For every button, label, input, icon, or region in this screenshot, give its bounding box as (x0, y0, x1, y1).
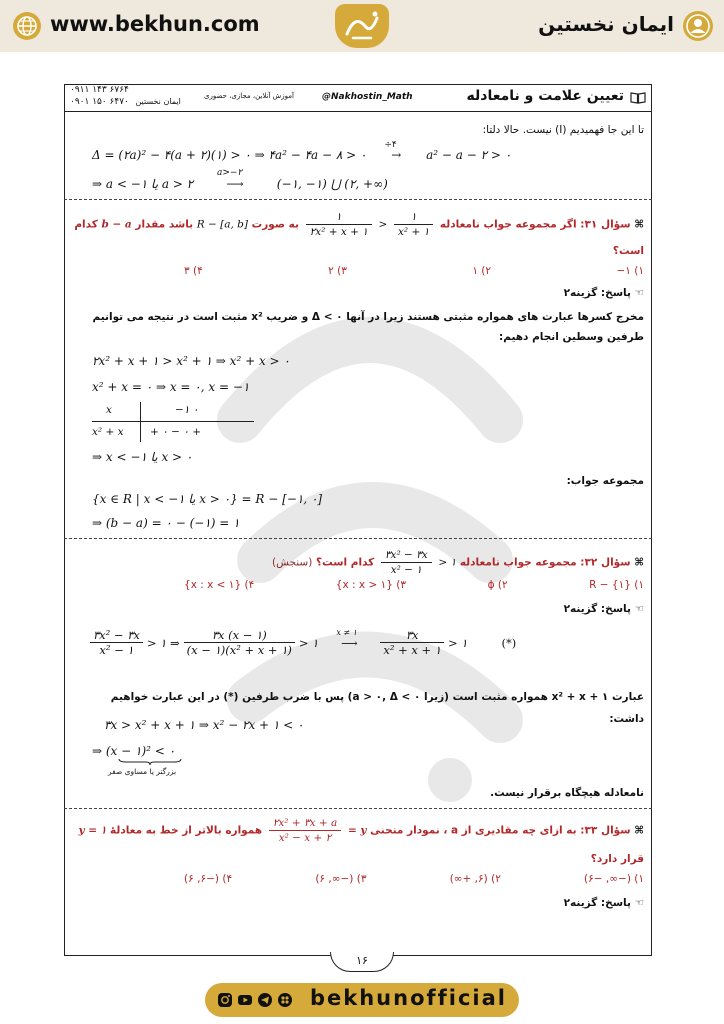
q31-frac1-den: x² + ۱ (398, 226, 430, 238)
q31-option-3[interactable]: ۳) ۲ (328, 265, 347, 277)
q32-chain-rel3: > ۱ (448, 635, 468, 650)
divider (64, 808, 652, 809)
q32-exp-line1: عبارت x² + x + ۱ همواره مثبت است (زیرا a > ۰, Δ < ۰) پس با ضرب طرفین (*) در این عبارت خواهیم (110, 691, 644, 703)
q32-chain-tag: (*) (501, 635, 517, 650)
intro-eq1-end: a² − a − ۲ > ۰ (426, 148, 512, 162)
q33-statement (79, 816, 644, 845)
q33-answer-text: پاسخ: گزینه۲ (563, 897, 631, 909)
q31-frac1-num: ۱ (394, 210, 433, 225)
page-header (64, 84, 652, 112)
q32-text-b: کدام است؟ (315, 556, 375, 569)
q32-answer (564, 602, 644, 616)
q31-text-b: به صورت (251, 218, 299, 231)
phone-1: ۰۹۱۱ ۱۴۳ ۶۷۶۴ (70, 85, 129, 95)
q33-frac-lhs: y = (347, 824, 367, 837)
q33-option-3[interactable]: ۳) (−∞, ۶) (315, 873, 367, 885)
q33-text-c: y = ۱ (78, 824, 107, 837)
q33-answer (564, 896, 644, 910)
q33-frac-den: x² − x + ۲ (278, 832, 332, 844)
q32-frac-den: x² − ۱ (390, 564, 422, 576)
q31-set-label: مجموعه جواب: (566, 475, 644, 487)
q31-statement (74, 210, 644, 239)
q31-exp-line1: مخرج کسرها عبارت های همواره مثبتی هستند زیرا در آنها ۰ > Δ و ضریب x² مثبت است در نتیجه می توانیم (92, 311, 644, 323)
q32-options (184, 578, 644, 592)
sign-table-vline (140, 402, 141, 442)
q31-table-x: x (106, 404, 112, 416)
q31-options (184, 264, 644, 278)
q31-frac2-num: ۱ (306, 210, 372, 225)
q32-text-a: مجموعه جواب نامعادله (459, 556, 577, 569)
q31-text-a: اگر مجموعه جواب نامعادله (439, 218, 577, 231)
q31-text-f: کدام (74, 218, 98, 231)
q31-option-2[interactable]: ۲) ۱ (472, 265, 492, 277)
q32-option-1[interactable]: ۱) R − {۱} (589, 579, 644, 591)
q32-chain-a-den: x² − ۱ (99, 643, 134, 657)
website-link[interactable]: www.bekhun.com (50, 12, 260, 36)
q32-chain-rel2: > ۱ (298, 635, 319, 650)
divider (64, 199, 652, 200)
q32-exp-line2: داشت: (609, 713, 644, 725)
intro-eq2-end: (−۱, −۱) ⋃ (۲, +∞) (276, 177, 388, 191)
q32-frac (381, 548, 432, 577)
q33-option-4[interactable]: ۴) (−۶, ۶) (184, 873, 233, 885)
q33-label: سؤال ۳۳: (580, 824, 631, 837)
q32-chain (90, 628, 516, 657)
command-icon: ⌘ (634, 824, 644, 837)
q32-chain-b-num: ۳x (x − ۱) (184, 628, 295, 643)
intro-eq1 (92, 140, 512, 162)
intro-eq2 (92, 168, 388, 191)
q32-option-3[interactable]: ۳) {x : x > ۱} (335, 579, 406, 591)
brand-logo-icon (335, 4, 389, 48)
q32-chain-arrow: x ≠ ۱ ⟶ (336, 627, 358, 650)
instagram-icon[interactable] (217, 992, 233, 1008)
phone-numbers (70, 84, 129, 97)
chapter-title: تعیین علامت و نامعادله (466, 88, 624, 104)
intro-eq1-main: Δ = (۲a)² − ۴(a + ۲)(۱) > ۰ ⇒ ۴a² − ۴a − ۸ > ۰ (92, 148, 367, 162)
q33-option-1[interactable]: ۱) (−∞, −۶) (584, 873, 644, 885)
q31-m5: ⇒ (b − a) = ۰ − (−۱) = ۱ (92, 516, 240, 530)
top-banner (0, 0, 724, 52)
book-icon (630, 91, 646, 104)
intro-eq2-op: a>−۲ (216, 168, 243, 178)
footer-bar (205, 983, 519, 1017)
intro-eq2-arrow: a>−۲ ⟶ (216, 168, 244, 191)
q32-chain-op: x ≠ ۱ (336, 627, 357, 637)
q33-frac (269, 816, 342, 845)
brand-logo (335, 4, 389, 48)
q31-exp-line2: طرفین وسطین انجام دهیم: (499, 331, 644, 343)
teacher-phone-row (70, 97, 181, 107)
q31-text-d: باشد مقدار (135, 218, 194, 231)
q32-chain-a (90, 628, 143, 657)
q33-frac-num: ۲x² + ۳x + a (269, 816, 342, 831)
q31-label: سؤال ۳۱: (580, 218, 631, 231)
q32-m1: ۳x > x² + x + ۱ ⇒ x² − ۲x + ۱ < ۰ (104, 718, 304, 732)
q32-one: ۱ < (438, 556, 457, 569)
intro-text: تا این جا فهمیدیم (I) نیست. حالا دلتا: (482, 124, 644, 136)
q31-lt: < (378, 218, 388, 231)
q31-answer-text: پاسخ: گزینه۲ (563, 287, 631, 299)
user-icon (682, 10, 714, 42)
command-icon: ⌘ (634, 218, 644, 231)
intro-eq1-arrow: ÷۴ → (384, 140, 402, 162)
q33-text-a: به ازای چه مقادیری از a ، نمودار منحنی (370, 824, 577, 837)
teacher-name: ایمان نخستین (135, 97, 181, 106)
q31-option-4[interactable]: ۴) ۳ (184, 265, 203, 277)
q33-text-d: قرار دارد؟ (590, 853, 644, 865)
q32-tag: (سنجش) (272, 556, 313, 569)
q32-chain-b-den: (x − ۱)(x² + x + ۱) (186, 643, 292, 657)
intro-eq2-main: ⇒ a < −۱ یا a > ۲ (92, 177, 194, 191)
q33-options (184, 872, 644, 886)
q31-frac2 (306, 210, 372, 239)
q31-text-g: است؟ (612, 245, 644, 257)
q32-brace-note: بزرگتر یا مساوی صفر (108, 767, 177, 776)
q31-table-vals: −۱ ۰ (175, 404, 199, 416)
divider (64, 538, 652, 539)
q31-frac1 (394, 210, 433, 239)
q33-text-b: همواره بالاتر از خط به معادلهٔ (110, 824, 263, 837)
sign-table-hline (92, 421, 254, 422)
page-number: ۱۶ (330, 952, 394, 972)
youtube-icon[interactable] (237, 992, 253, 1008)
telegram-icon[interactable] (257, 992, 273, 1008)
hand-pointer-icon: ☜ (634, 603, 644, 615)
aparat-icon[interactable] (277, 992, 293, 1008)
q31-text-e: b − a (101, 218, 132, 231)
intro-eq1-op: ÷۴ (384, 140, 397, 150)
classes-note: آموزش آنلاین، مجازی، حضوری (204, 92, 294, 100)
hand-pointer-icon: ☜ (634, 287, 644, 299)
q31-m2: x² + x = ۰ ⇒ x = ۰, x = −۱ (92, 380, 250, 394)
q31-table-expr: x² + x (92, 426, 124, 438)
q32-chain-c (380, 628, 444, 657)
instagram-handle: @Nakhostin_Math (322, 92, 413, 102)
q32-chain-c-num: ۳x (380, 628, 444, 643)
q31-option-1[interactable]: ۱) ۱− (616, 265, 644, 277)
q32-answer-text: پاسخ: گزینه۲ (563, 603, 631, 615)
q32-chain-b (184, 628, 295, 657)
q31-frac2-den: ۲x² + x + ۱ (309, 226, 368, 238)
q31-table-signs: + ۰ − ۰ + (150, 426, 202, 438)
q32-option-4[interactable]: ۴) {x : x < ۱} (184, 579, 255, 591)
q32-m2: ⇒ (x − ۱)² < ۰ (92, 744, 176, 758)
q32-chain-a-num: ۳x² − ۳x (90, 628, 143, 643)
q32-statement (272, 548, 644, 577)
author-name: ایمان نخستین (538, 12, 674, 36)
q31-answer (564, 286, 644, 300)
q31-m4: {x ∈ R | x < −۱ یا x > ۰} = R − [−۱, ۰] (92, 492, 323, 506)
q31-m1: ۲x² + x + ۱ > x² + ۱ ⇒ x² + x > ۰ (92, 354, 290, 368)
social-handle[interactable]: bekhunofficial (309, 986, 507, 1010)
hand-pointer-icon: ☜ (634, 897, 644, 909)
phone-2: ۰۹۰۱ ۱۵۰ ۶۴۷۰ (70, 97, 129, 107)
q32-chain-rel1: > ۱ ⇒ (146, 635, 180, 650)
q33-option-2[interactable]: ۲) (۶, +∞) (449, 873, 501, 885)
q31-m3: ⇒ x < −۱ یا x > ۰ (92, 450, 193, 464)
globe-icon (12, 11, 42, 41)
command-icon: ⌘ (634, 556, 644, 569)
q31-text-c: R − [a, b] (196, 218, 248, 231)
q32-label: سؤال ۳۲: (580, 556, 631, 569)
q32-option-2[interactable]: ۲) ϕ (487, 579, 508, 591)
q32-chain-c-den: x² + x + ۱ (383, 643, 441, 657)
q32-frac-num: ۳x² − ۳x (381, 548, 432, 563)
q32-conclusion: نامعادله هیچگاه برقرار نیست. (490, 787, 644, 799)
